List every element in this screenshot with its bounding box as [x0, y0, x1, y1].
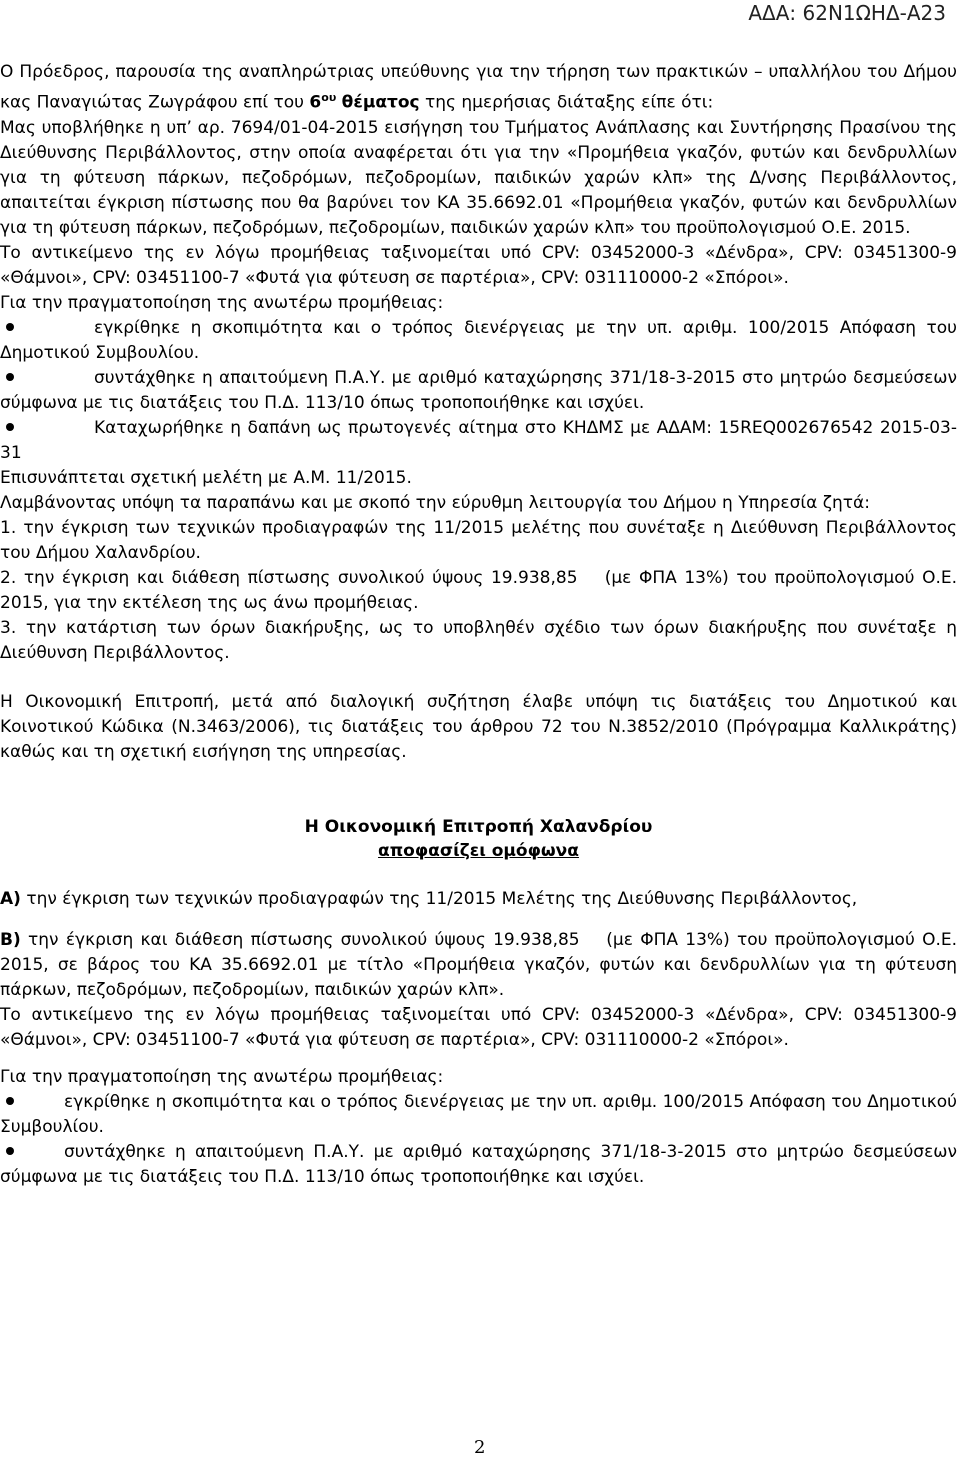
bullet-icon	[6, 323, 14, 331]
attached-study: Επισυνάπτεται σχετική μελέτη με Α.Μ. 11/2015.	[0, 467, 412, 488]
decision-subheading: αποφασίζει ομόφωνα	[378, 840, 579, 861]
intro-paragraph	[0, 60, 957, 116]
bullet-icon	[6, 423, 14, 431]
decision-b-text: την έγκριση και διάθεση πίστωσης συνολικού ύψους 19.938,85	[28, 929, 580, 950]
item-number: 6	[309, 92, 322, 113]
bullet-text: συντάχθηκε η απαιτούμενη Π.Α.Υ. με αριθμό καταχώρησης 371/18-3-2015 στο μητρώο δεσμεύσεων σύμφωνα με τις διατάξεις του Π.Δ. 113/10 όπως τροποποιήθηκε και ισχύει.	[0, 1141, 957, 1187]
request-item-2	[0, 566, 957, 616]
bullet-text: Καταχωρήθηκε η δαπάνη ως πρωτογενές αίτημα στο ΚΗΔΜΣ με ΑΔΑΜ: 15REQ002676542 2015-03-31	[0, 417, 957, 463]
request-item-2-text: 2. την έγκριση και διάθεση πίστωσης συνολικού ύψους 19.938,85	[0, 567, 578, 588]
request-item-2-text-end: (με ΦΠΑ 13%) του προϋπολογισμού Ο.Ε. 2015, για την εκτέλεση της ως άνω προμήθειας.	[0, 567, 957, 613]
request-item-1: 1. την έγκριση των τεχνικών προδιαγραφών της 11/2015 μελέτης που συνέταξε η Διεύθυνση Περιβάλλοντος του Δήμου Χαλανδρίου.	[0, 517, 957, 563]
decision-a-label: Α)	[0, 888, 21, 909]
bullet-text: συντάχθηκε η απαιτούμενη Π.Α.Υ. με αριθμό καταχώρησης 371/18-3-2015 στο μητρώο δεσμεύσεων σύμφωνα με τις διατάξεις του Π.Δ. 113/10 όπως τροποποιήθηκε και ισχύει.	[0, 367, 957, 413]
proposal-paragraph: Μας υποβλήθηκε η υπ’ αρ. 7694/01-04-2015 εισήγηση του Τμήματος Ανάπλασης και Συντήρησης Πρασίνου της Διεύθυνσης Περιβάλλοντος, στην οποία αναφέρεται ότι για την «Προμήθεια γκαζόν, φυτών και δενδρυλλίων για τη φύτευση πάρκων, πεζοδρόμων, πεζοδρομίων, παιδικών χαρών κλπ» της Δ/νσης Περιβάλλοντος, απαιτείται έγκριση πίστωσης που θα βαρύνει τον ΚΑ 35.6692.01 «Προμήθεια γκαζόν, φυτών και δενδρυλλίων για τη φύτευση πάρκων, πεζοδρόμων, πεζοδρομίων, παιδικών χαρών κλπ» του προϋπολογισμού Ο.Ε. 2015.	[0, 117, 957, 238]
decision-b-label: Β)	[0, 929, 21, 950]
decision-bullet-pay	[0, 1140, 957, 1190]
decision-cpv: Το αντικείμενο της εν λόγω προμήθειας ταξινομείται υπό CPV: 03452000-3 «Δένδρα», CPV: 03451300-9 «Θάμνοι», CPV: 03451100-7 «Φυτά για φύτευση σε παρτέρια», CPV: 031110000-2 «Σπόροι».	[0, 1004, 957, 1050]
bullet-icon	[6, 1147, 14, 1155]
cpv-paragraph: Το αντικείμενο της εν λόγω προμήθειας ταξινομείται υπό CPV: 03452000-3 «Δένδρα», CPV: 03451300-9 «Θάμνοι», CPV: 03451100-7 «Φυτά για φύτευση σε παρτέρια», CPV: 031110000-2 «Σπόροι».	[0, 242, 957, 288]
for-implementation: Για την πραγματοποίηση της ανωτέρω προμήθειας:	[0, 292, 444, 313]
bullet-approval	[0, 316, 957, 366]
bullet-text: εγκρίθηκε η σκοπιμότητα και ο τρόπος διενέργειας με την υπ. αριθμ. 100/2015 Απόφαση του Δημοτικού Συμβουλίου.	[0, 1091, 957, 1137]
bullet-icon	[6, 373, 14, 381]
request-item-3: 3. την κατάρτιση των όρων διακήρυξης, ως το υποβληθέν σχέδιο των όρων διακήρυξης που συνέταξε η Διεύθυνση Περιβάλλοντος.	[0, 617, 957, 663]
decision-a-text: την έγκριση των τεχνικών προδιαγραφών της 11/2015 Μελέτης της Διεύθυνσης Περιβάλλοντος,	[26, 888, 858, 909]
decision-heading: Η Οικονομική Επιτροπή Χαλανδρίου	[304, 816, 653, 837]
bullet-icon	[6, 1097, 14, 1105]
bullet-pay	[0, 366, 957, 416]
committee-paragraph: Η Οικονομική Επιτροπή, μετά από διαλογική συζήτηση έλαβε υπόψη τις διατάξεις του Δημοτικού και Κοινοτικού Κώδικα (Ν.3463/2006), τις διατάξεις του άρθρου 72 του Ν.3852/2010 (Πρόγραμμα Καλλικράτης) καθώς και τη σχετική εισήγηση της υπηρεσίας.	[0, 691, 957, 762]
bullet-text: εγκρίθηκε η σκοπιμότητα και ο τρόπος διενέργειας με την υπ. αριθμ. 100/2015 Απόφαση του Δημοτικού Συμβουλίου.	[0, 317, 957, 363]
page-number: 2	[474, 1437, 486, 1458]
intro-text-end: της ημερήσιας διάταξης είπε ότι:	[419, 92, 714, 113]
item-ordinal: ου	[321, 91, 337, 104]
decision-for-implementation: Για την πραγματοποίηση της ανωτέρω προμήθειας:	[0, 1066, 444, 1087]
intro-text: Ο Πρόεδρος, παρουσία της αναπληρώτριας υπεύθυνης για την τήρηση των πρακτικών – υπαλλήλου του Δήμου κας Παναγιώτας Ζωγράφου επί του	[0, 62, 957, 113]
request-intro: Λαμβάνοντας υπόψη τα παραπάνω και με σκοπό την εύρυθμη λειτουργία του Δήμου η Υπηρεσία ζητά:	[0, 492, 870, 513]
decision-b	[0, 928, 957, 1003]
decision-a	[0, 887, 957, 912]
item-word: θέματος	[341, 92, 420, 113]
document-body	[0, 60, 957, 1190]
decision-bullet-approval	[0, 1090, 957, 1140]
decision-b-text-end: (με ΦΠΑ 13%) του προϋπολογισμού Ο.Ε. 2015, σε βάρος του ΚΑ 35.6692.01 με τίτλο «Προμήθεια γκαζόν, φυτών και δενδρυλλίων για τη φύτευση πάρκων, πεζοδρόμων, πεζοδρομίων, παιδικών χαρών κλπ».	[0, 929, 958, 1000]
bullet-registration	[0, 416, 957, 466]
ada-code: ΑΔΑ: 62Ν1ΩΗΔ-Α23	[748, 1, 946, 25]
